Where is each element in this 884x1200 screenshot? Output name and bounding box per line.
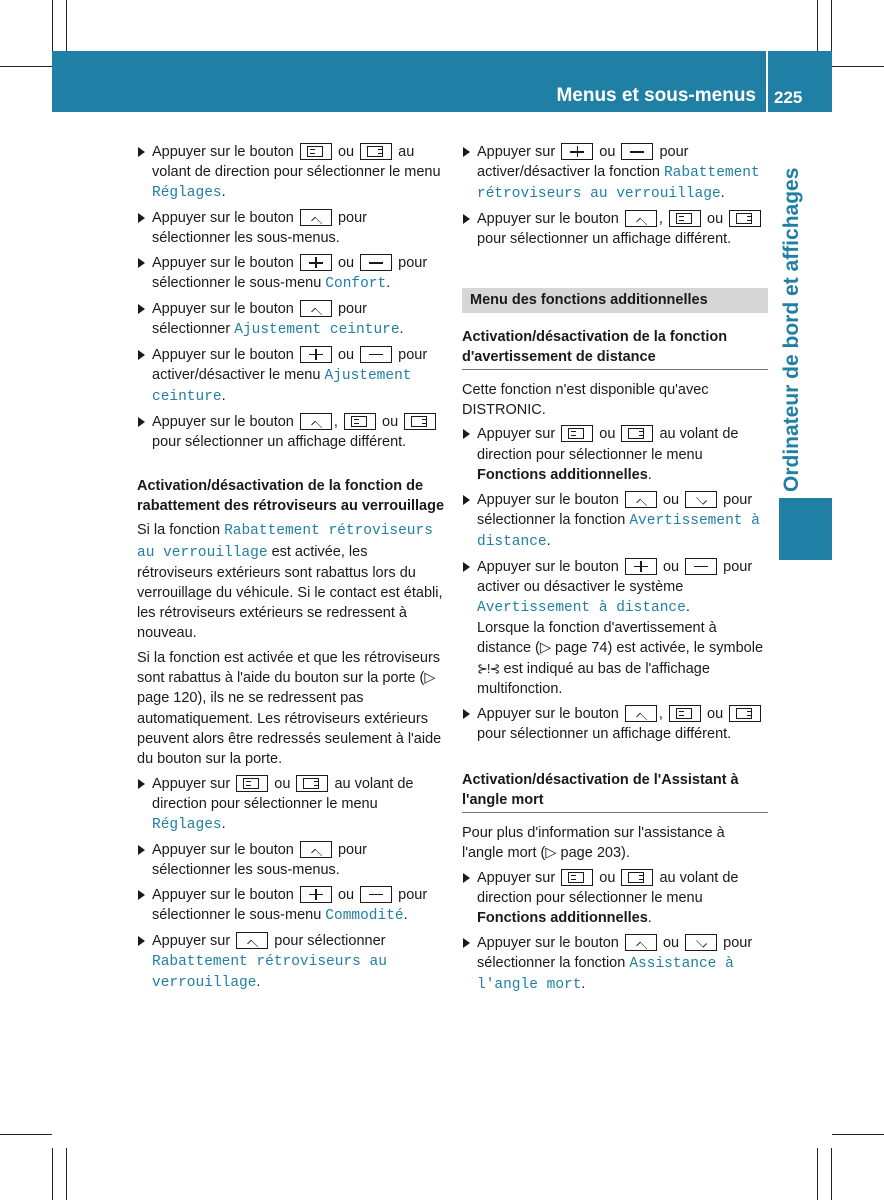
up-key-icon bbox=[300, 300, 332, 317]
section-band-title: Menu des fonctions additionnelles bbox=[462, 288, 768, 313]
list-item: Appuyer sur le bouton ou pour sélectionner le sous-menu Confort. bbox=[137, 253, 445, 294]
minus-key-icon bbox=[360, 346, 392, 363]
down-key-icon bbox=[685, 934, 717, 951]
up-key-icon bbox=[300, 209, 332, 226]
chapter-marker-block bbox=[779, 498, 832, 560]
page-reference: ▷ page 120 bbox=[137, 670, 436, 707]
right-column bbox=[462, 142, 768, 1000]
up-key-icon bbox=[625, 705, 657, 722]
page-forward-key-icon bbox=[729, 210, 761, 227]
page-forward-key-icon bbox=[621, 425, 653, 442]
up-key-icon bbox=[625, 491, 657, 508]
list-item: Appuyer sur le bouton , ou pour sélectionner un affichage différent. bbox=[462, 209, 768, 249]
paragraph: Si la fonction Rabattement rétroviseurs au verrouillage est activée, les rétroviseurs extérieurs sont rabattus lors du verrouillage du véhicule. Si le contact est établi, les rétroviseurs extérieurs se redressent à nouveau. bbox=[137, 522, 443, 642]
plus-key-icon bbox=[300, 346, 332, 363]
crop-mark bbox=[831, 0, 832, 52]
subsection-heading: Activation/désactivation de l'Assistant à l'angle mort bbox=[462, 770, 768, 813]
crop-mark bbox=[52, 0, 53, 52]
list-item: Appuyer sur le bouton ou pour sélectionner la fonction Avertissement à distance. bbox=[462, 490, 768, 553]
running-header-title: Menus et sous-menus bbox=[556, 85, 756, 106]
list-item: Appuyer sur le bouton pour sélectionner les sous-menus. bbox=[137, 840, 445, 880]
minus-key-icon bbox=[360, 886, 392, 903]
crop-mark bbox=[831, 1148, 832, 1200]
crop-mark bbox=[0, 66, 52, 67]
chapter-side-tab: Ordinateur de bord et affichages bbox=[780, 167, 803, 492]
page-back-key-icon bbox=[561, 425, 593, 442]
paragraph: Cette fonction n'est disponible qu'avec DISTRONIC. bbox=[462, 381, 709, 418]
crop-mark bbox=[66, 1148, 67, 1200]
list-item: Appuyer sur pour sélectionner Rabattement rétroviseurs au verrouillage. bbox=[137, 931, 445, 994]
list-item: Appuyer sur le bouton ou pour activer ou désactiver le système Avertissement à distance. Lorsque la fonction d'avertissement à distance (▷ page 74) est activée, le symbole ⊱!⊰ est indiqué au bas de l'affichage multifonction. bbox=[462, 557, 768, 699]
page-reference: ▷ page 203 bbox=[545, 845, 622, 862]
page-back-key-icon bbox=[300, 143, 332, 160]
up-key-icon bbox=[300, 413, 332, 430]
page-back-key-icon bbox=[669, 705, 701, 722]
page-forward-key-icon bbox=[296, 775, 328, 792]
page-forward-key-icon bbox=[729, 705, 761, 722]
page-forward-key-icon bbox=[360, 143, 392, 160]
list-item: Appuyer sur le bouton ou pour activer/désactiver le menu Ajustement ceinture. bbox=[137, 345, 445, 408]
plus-key-icon bbox=[625, 558, 657, 575]
list-item: Appuyer sur le bouton , ou pour sélectionner un affichage différent. bbox=[137, 412, 445, 452]
minus-key-icon bbox=[360, 254, 392, 271]
crop-mark bbox=[817, 1148, 818, 1200]
list-item: Appuyer sur ou au volant de direction pour sélectionner le menu Fonctions additionnelles. bbox=[462, 868, 768, 929]
distance-warning-symbol-icon: ⊱!⊰ bbox=[477, 660, 500, 676]
down-key-icon bbox=[685, 491, 717, 508]
header-separator bbox=[766, 51, 768, 112]
crop-mark bbox=[52, 1148, 53, 1200]
paragraph: Pour plus d'information sur l'assistance à l'angle mort (▷ page 203). bbox=[462, 824, 725, 862]
page-forward-key-icon bbox=[404, 413, 436, 430]
plus-key-icon bbox=[561, 143, 593, 160]
minus-key-icon bbox=[685, 558, 717, 575]
list-item: Appuyer sur ou au volant de direction pour sélectionner le menu Fonctions additionnelles. bbox=[462, 424, 768, 485]
list-item: Appuyer sur le bouton pour sélectionner Ajustement ceinture. bbox=[137, 299, 445, 340]
plus-key-icon bbox=[300, 886, 332, 903]
page-forward-key-icon bbox=[621, 869, 653, 886]
list-item: Appuyer sur le bouton ou pour sélectionner le sous-menu Commodité. bbox=[137, 885, 445, 926]
crop-mark bbox=[0, 1134, 52, 1135]
page-reference: ▷ page 74 bbox=[539, 640, 608, 657]
paragraph: Si la fonction est activée et que les rétroviseurs sont rabattus à l'aide du bouton sur la porte (▷ page 120), ils ne se redressent pas automatiquement. Les rétroviseurs extérieurs peuvent alors être redressés seulement à l'aide du bouton sur la porte. bbox=[137, 650, 442, 768]
page-back-key-icon bbox=[669, 210, 701, 227]
up-key-icon bbox=[625, 210, 657, 227]
list-item: Appuyer sur le bouton pour sélectionner les sous-menus. bbox=[137, 208, 445, 248]
up-key-icon bbox=[300, 841, 332, 858]
subsection-heading: Activation/désactivation de la fonction d'avertissement de distance bbox=[462, 327, 768, 370]
up-key-icon bbox=[236, 932, 268, 949]
page-back-key-icon bbox=[561, 869, 593, 886]
crop-mark bbox=[832, 66, 884, 67]
list-item: Appuyer sur le bouton ou au volant de direction pour sélectionner le menu Réglages. bbox=[137, 142, 445, 204]
list-item: Appuyer sur le bouton ou pour sélectionner la fonction Assistance à l'angle mort. bbox=[462, 933, 768, 996]
page-number: 225 bbox=[774, 88, 803, 107]
minus-key-icon bbox=[621, 143, 653, 160]
left-column bbox=[137, 142, 445, 998]
list-item: Appuyer sur ou pour activer/désactiver la fonction Rabattement rétroviseurs au verrouillage. bbox=[462, 142, 768, 205]
crop-mark bbox=[832, 1134, 884, 1135]
list-item: Appuyer sur ou au volant de direction pour sélectionner le menu Réglages. bbox=[137, 774, 445, 836]
plus-key-icon bbox=[300, 254, 332, 271]
page-back-key-icon bbox=[236, 775, 268, 792]
page-back-key-icon bbox=[344, 413, 376, 430]
crop-mark bbox=[66, 0, 67, 52]
up-key-icon bbox=[625, 934, 657, 951]
crop-mark bbox=[817, 0, 818, 52]
section-heading: Activation/désactivation de la fonction de rabattement des rétroviseurs au verrouillage bbox=[137, 478, 445, 515]
list-item: Appuyer sur le bouton , ou pour sélectionner un affichage différent. bbox=[462, 704, 768, 744]
